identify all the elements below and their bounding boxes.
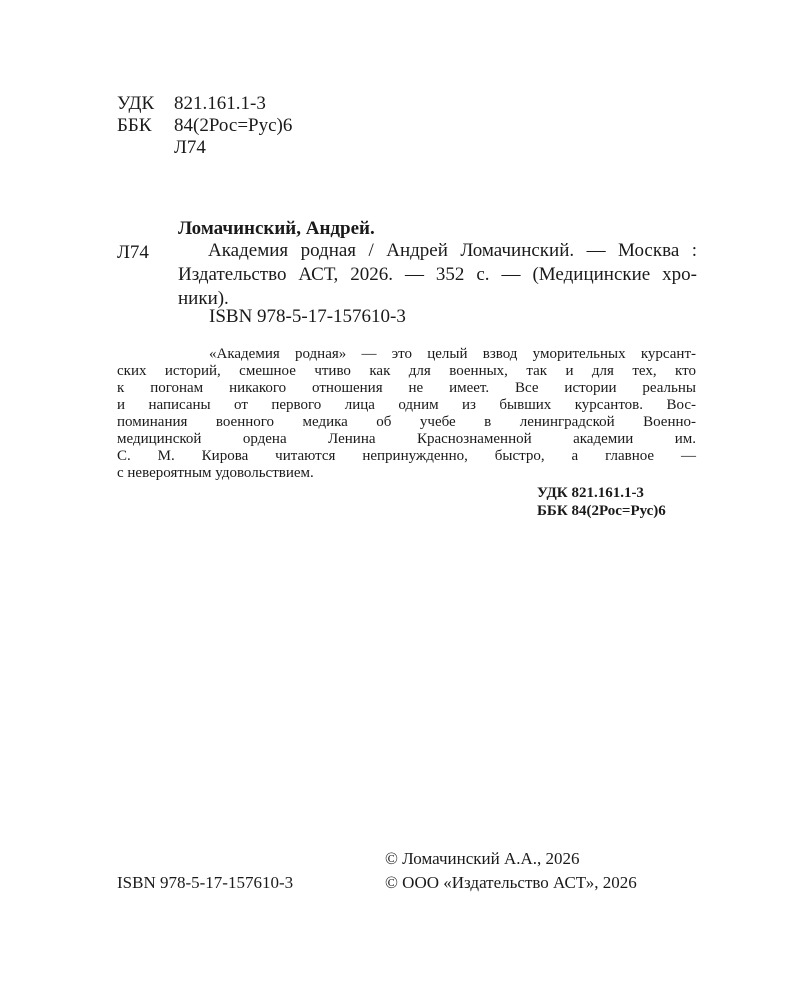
bbk-line — [117, 115, 292, 137]
udk-code: УДК 821.161.1-3 — [537, 485, 644, 501]
description-line: Академия родная / Андрей Ломачинский. — Москва : — [208, 240, 697, 261]
author-name: Ломачинский, Андрей. — [178, 218, 375, 239]
annotation-line: С. М. Кирова читаются непринужденно, быстро, а главное — — [117, 448, 696, 464]
annotation-line: ских историй, смешное чтиво как для военных, так и для тех, кто — [117, 363, 696, 379]
author-code-top: Л74 — [174, 137, 206, 158]
description-line: Издательство АСТ, 2026. — 352 с. — (Медицинские хро- — [178, 264, 697, 285]
annotation-line: медицинской ордена Ленина Краснознаменной академии им. — [117, 431, 696, 447]
annotation-line: и написаны от первого лица одним из бывших курсантов. Вос- — [117, 397, 696, 413]
description-line: ники). — [178, 288, 229, 309]
bbk-code: ББК 84(2Рос=Рус)6 — [537, 503, 666, 519]
bbk-label: ББК — [117, 115, 152, 136]
annotation-line: с невероятным удовольствием. — [117, 465, 314, 481]
udk-value: 821.161.1-3 — [174, 93, 266, 114]
bibliographic-description — [178, 239, 697, 311]
bbk-value: 84(2Рос=Рус)6 — [174, 115, 293, 136]
copyright-publisher: © ООО «Издательство АСТ», 2026 — [385, 873, 637, 892]
annotation-line: к погонам никакого отношения не имеет. Все истории реальны — [117, 380, 696, 396]
annotation-line: «Академия родная» — это целый взвод уморительных курсант- — [209, 346, 696, 362]
copyright-author: © Ломачинский А.А., 2026 — [385, 849, 580, 868]
udk-label: УДК — [117, 93, 155, 114]
record-isbn: ISBN 978-5-17-157610-3 — [209, 306, 406, 327]
footer-isbn: ISBN 978-5-17-157610-3 — [117, 873, 294, 892]
udk-line — [117, 93, 266, 115]
annotation-line: поминания военного медика об учебе в ленинградской Военно- — [117, 414, 696, 430]
author-code-record: Л74 — [117, 242, 149, 263]
classification-codes — [537, 484, 666, 520]
annotation — [117, 346, 696, 482]
